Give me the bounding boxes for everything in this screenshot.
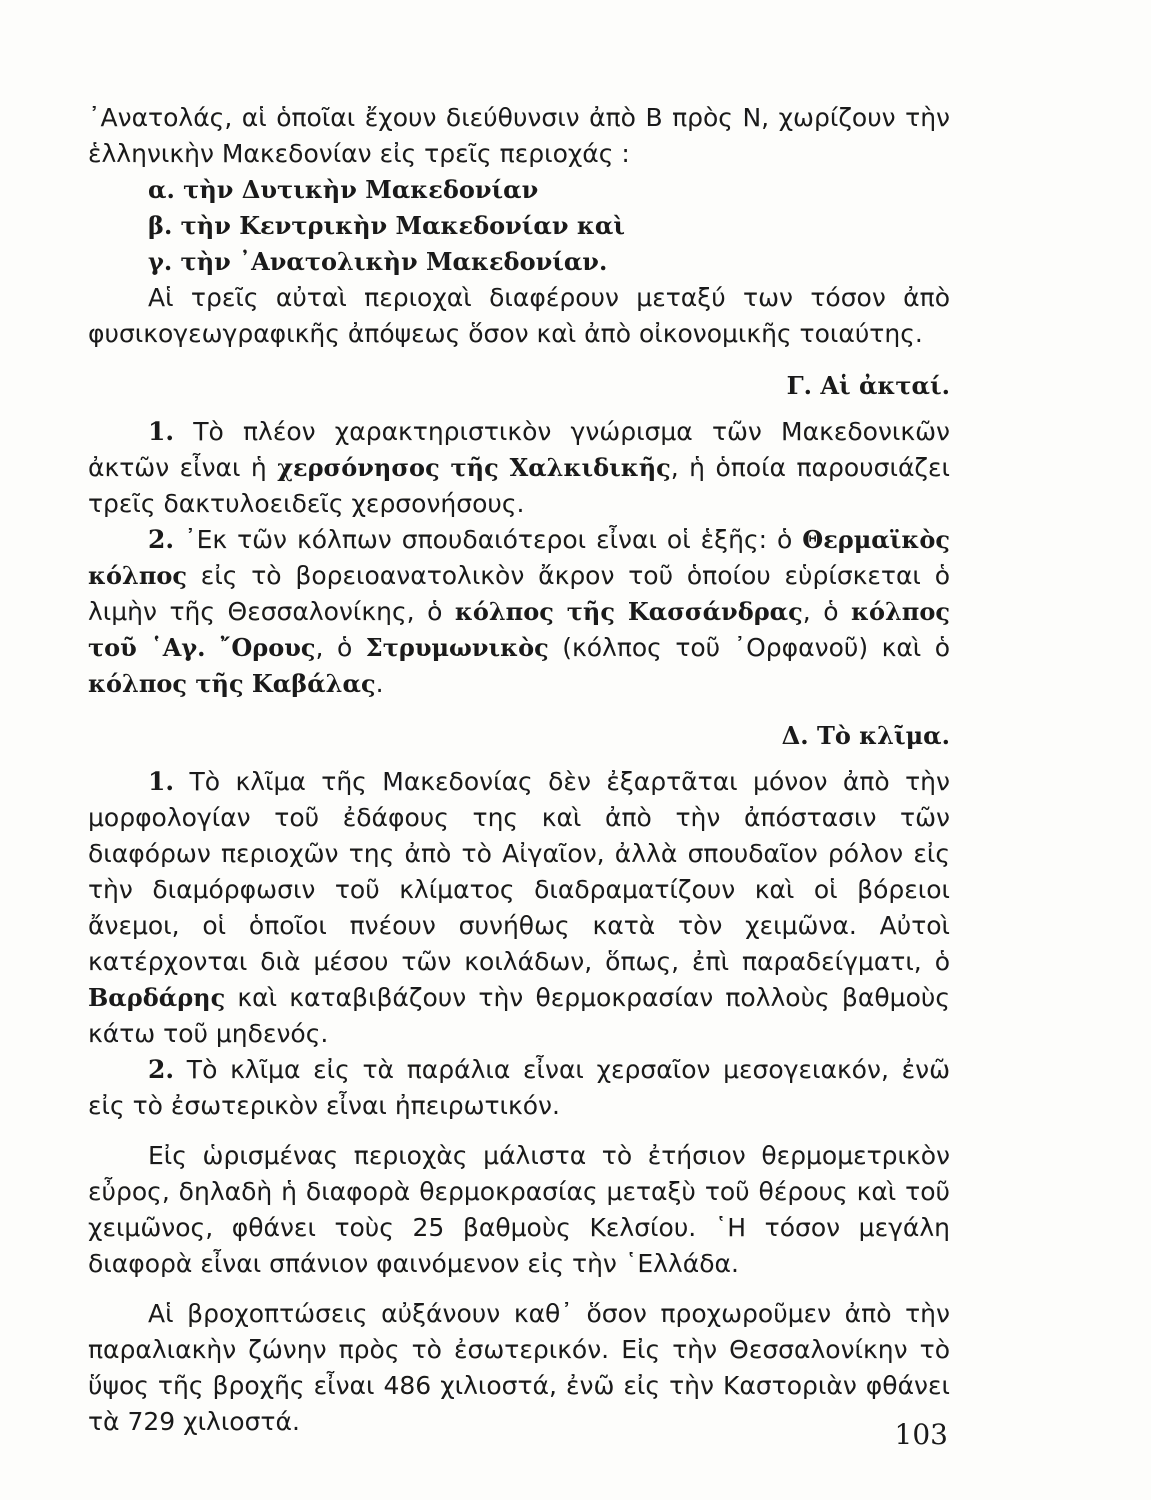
climate-paragraph-4: Αἱ βροχοπτώσεις αὐξάνουν καθ᾿ ὅσον προχωροῦμεν ἀπὸ τὴν παραλιακὴν ζώνην πρὸς τὸ ἐσωτερικόν. Εἰς τὴν Θεσσαλονίκην τὸ ὕψος τῆς βροχῆς εἶναι 486 χιλιοστά, ἐνῶ εἰς τὴν Καστοριὰν φθάνει τὰ 729 χιλιοστά. xyxy=(88,1299,950,1436)
intro-paragraph: ᾿Ανατολάς, αἱ ὁποῖαι ἔχουν διεύθυνσιν ἀπὸ Β πρὸς Ν, χωρίζουν τὴν ἑλληνικὴν Μακεδονίαν εἰς τρεῖς περιοχάς : xyxy=(88,103,950,168)
bold-term: κόλπος τῆς Κασσάνδρας xyxy=(454,597,803,626)
coasts-paragraph-2 xyxy=(88,522,950,702)
text-run: . xyxy=(375,669,384,698)
text-run: ᾿Εκ τῶν κόλπων σπουδαιότεροι εἶναι οἱ ἑξῆς: ὁ xyxy=(174,525,803,554)
regions-list xyxy=(88,172,950,280)
text-run: (κόλπος τοῦ ᾿Ορφανοῦ) καὶ ὁ xyxy=(548,633,951,662)
paragraph-number: 2. xyxy=(148,525,175,554)
climate-paragraph-2 xyxy=(88,1052,950,1124)
text-run: καὶ καταβιβάζουν τὴν θερμοκρασίαν πολλοὺς βαθμοὺς κάτω τοῦ μηδενός. xyxy=(88,983,950,1048)
coasts-paragraph-1 xyxy=(88,414,950,522)
region-item: α. τὴν Δυτικὴν Μακεδονίαν xyxy=(148,175,539,204)
bold-term: κόλπος τοῦ ῾Αγ. ῎Ορους xyxy=(88,597,950,662)
section-heading-climate: Δ. Τὸ κλῖμα. xyxy=(781,721,950,750)
paragraph-number: 2. xyxy=(148,1055,175,1084)
text-run: Τὸ πλέον χαρακτηριστικὸν γνώρισμα τῶν Μακεδονικῶν ἀκτῶν εἶναι ἡ xyxy=(88,417,950,482)
region-item: β. τὴν Κεντρικὴν Μακεδονίαν καὶ xyxy=(148,211,625,240)
paragraph-number: 1. xyxy=(148,417,175,446)
page-content xyxy=(88,100,950,1440)
section-heading-coasts: Γ. Αἱ ἀκταί. xyxy=(786,371,950,400)
text-run: Τὸ κλῖμα τῆς Μακεδονίας δὲν ἐξαρτᾶται μόνον ἀπὸ τὴν μορφολογίαν τοῦ ἐδάφους της καὶ ἀπὸ τὴν ἀπόστασιν τῶν διαφόρων περιοχῶν της ἀπὸ τὸ Αἰγαῖον, ἀλλὰ σπουδαῖον ρόλον εἰς τὴν διαμόρφωσιν τοῦ κλίματος διαδραματίζουν καὶ οἱ βόρειοι ἄνεμοι, οἱ ὁποῖοι πνέουν συνήθως κατὰ τὸν χειμῶνα. Αὐτοὶ κατέρχονται διὰ μέσου τῶν κοιλάδων, ὅπως, ἐπὶ παραδείγματι, ὁ xyxy=(88,767,950,976)
text-run: , ὁ xyxy=(315,633,366,662)
region-item: γ. τὴν ᾿Ανατολικὴν Μακεδονίαν. xyxy=(148,247,608,276)
page-number: 103 xyxy=(894,1418,948,1451)
bold-term: κόλπος τῆς Καβάλας xyxy=(88,669,376,698)
text-run: Τὸ κλῖμα εἰς τὰ παράλια εἶναι χερσαῖον μεσογειακόν, ἐνῶ εἰς τὸ ἐσωτερικὸν εἶναι ἠπειρωτικόν. xyxy=(88,1055,950,1120)
climate-paragraph-3: Εἰς ὡρισμένας περιοχὰς μάλιστα τὸ ἐτήσιον θερμομετρικὸν εὖρος, δηλαδὴ ἡ διαφορὰ θερμοκρασίας μεταξὺ τοῦ θέρους καὶ τοῦ χειμῶνος, φθάνει τοὺς 25 βαθμοὺς Κελσίου. ῾Η τόσον μεγάλη διαφορὰ εἶναι σπάνιον φαινόμενον εἰς τὴν ῾Ελλάδα. xyxy=(88,1141,950,1278)
paragraph-number: 1. xyxy=(148,767,175,796)
text-run: , ὁ xyxy=(802,597,851,626)
bold-term: Θερμαϊκὸς κόλπος xyxy=(88,525,950,590)
text-run: , ἡ ὁποία παρουσιάζει τρεῖς δακτυλοειδεῖς χερσονήσους. xyxy=(88,453,950,518)
bold-term: Βαρδάρης xyxy=(88,983,226,1012)
regions-note: Αἱ τρεῖς αὐταὶ περιοχαὶ διαφέρουν μεταξύ των τόσον ἀπὸ φυσικογεωγραφικῆς ἀπόψεως ὅσον καὶ ἀπὸ οἰκονομικῆς τοιαύτης. xyxy=(88,283,950,348)
climate-paragraph-1 xyxy=(88,764,950,1052)
bold-term: χερσόνησος τῆς Χαλκιδικῆς xyxy=(277,453,671,482)
bold-term: Στρυμωνικὸς xyxy=(365,633,549,662)
text-run: εἰς τὸ βορειοανατολικὸν ἄκρον τοῦ ὁποίου εὑρίσκεται ὁ λιμὴν τῆς Θεσσαλονίκης, ὁ xyxy=(88,561,950,626)
